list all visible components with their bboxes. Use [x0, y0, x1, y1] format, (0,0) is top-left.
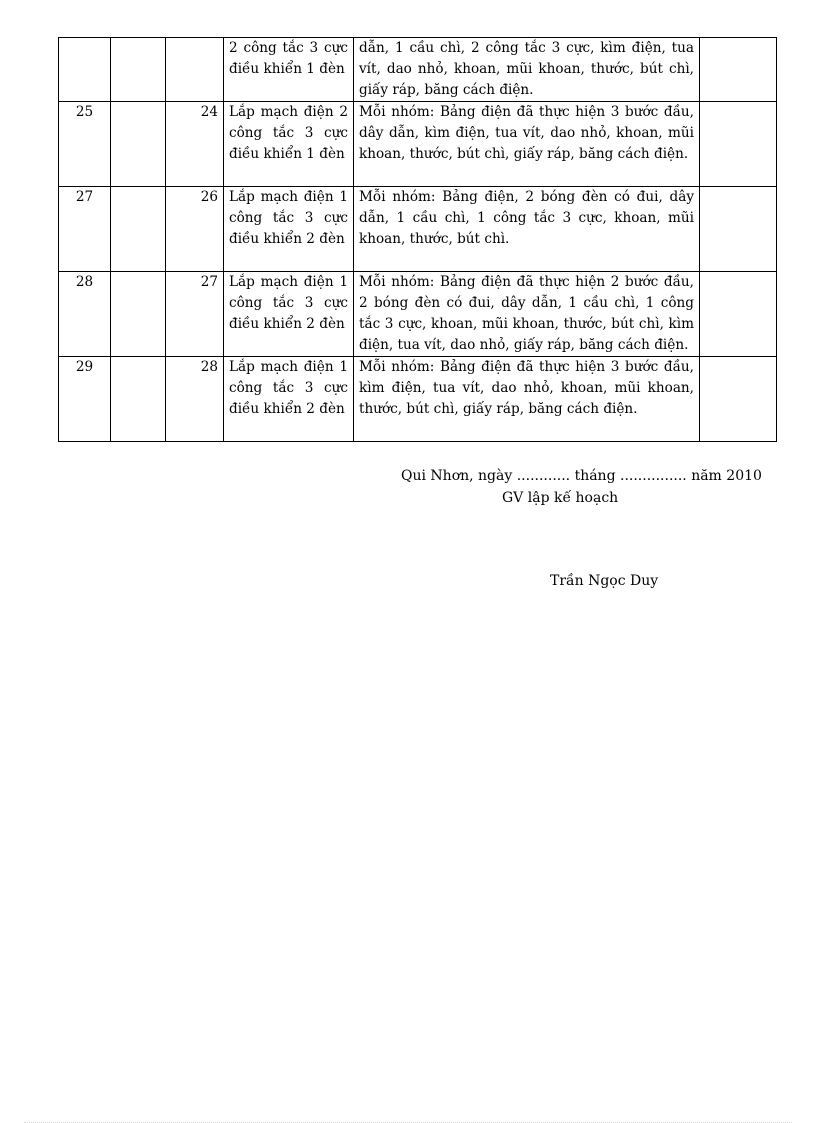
blank-cell [111, 102, 166, 187]
table-row [59, 102, 777, 187]
note-cell [700, 102, 777, 187]
blank-cell [111, 187, 166, 272]
period-cell: 27 [166, 272, 224, 357]
note-cell [700, 272, 777, 357]
period-cell: 28 [166, 357, 224, 442]
week-cell [59, 38, 111, 102]
week-cell: 29 [59, 357, 111, 442]
period-cell: 26 [166, 187, 224, 272]
lesson-cell: Lắp mạch điện 1 công tắc 3 cực điều khiển 2 đèn [224, 357, 354, 442]
week-cell: 25 [59, 102, 111, 187]
blank-cell [111, 272, 166, 357]
blank-cell [111, 357, 166, 442]
note-cell [700, 357, 777, 442]
equipment-cell: Mỗi nhóm: Bảng điện đã thực hiện 3 bước đầu, kìm điện, tua vít, dao nhỏ, khoan, mũi khoan, thước, bút chì, giấy ráp, băng cách điện. [354, 357, 700, 442]
table-row [59, 272, 777, 357]
author-name: Trần Ngọc Duy [550, 573, 659, 589]
week-cell: 28 [59, 272, 111, 357]
equipment-cell: dẫn, 1 cầu chì, 2 công tắc 3 cực, kìm điện, tua vít, dao nhỏ, khoan, mũi khoan, thước, bút chì, giấy ráp, băng cách điện. [354, 38, 700, 102]
period-cell: 24 [166, 102, 224, 187]
lesson-cell: Lắp mạch điện 1 công tắc 3 cực điều khiển 2 đèn [224, 272, 354, 357]
lesson-cell: Lắp mạch điện 2 công tắc 3 cực điều khiển 1 đèn [224, 102, 354, 187]
period-cell [166, 38, 224, 102]
note-cell [700, 38, 777, 102]
table-row [59, 357, 777, 442]
lesson-cell: Lắp mạch điện 1 công tắc 3 cực điều khiển 2 đèn [224, 187, 354, 272]
table-row [59, 38, 777, 102]
blank-cell [111, 38, 166, 102]
lesson-cell: 2 công tắc 3 cực điều khiển 1 đèn [224, 38, 354, 102]
equipment-cell: Mỗi nhóm: Bảng điện đã thực hiện 3 bước đầu, dây dẫn, kìm điện, tua vít, dao nhỏ, khoan, mũi khoan, thước, bút chì, giấy ráp, băng cách điện. [354, 102, 700, 187]
place-date-line: Qui Nhơn, ngày ............ tháng ............... năm 2010 [401, 468, 762, 484]
equipment-cell: Mỗi nhóm: Bảng điện đã thực hiện 2 bước đầu, 2 bóng đèn có đui, dây dẫn, 1 cầu chì, 1 công tắc 3 cực, khoan, mũi khoan, thước, bút chì, kìm điện, tua vít, dao nhỏ, giấy ráp, băng cách điện. [354, 272, 700, 357]
author-role: GV lập kế hoạch [502, 490, 619, 506]
note-cell [700, 187, 777, 272]
lesson-plan-table [58, 37, 777, 442]
week-cell: 27 [59, 187, 111, 272]
table-row [59, 187, 777, 272]
equipment-cell: Mỗi nhóm: Bảng điện, 2 bóng đèn có đui, dây dẫn, 1 cầu chì, 1 công tắc 3 cực, khoan, mũi khoan, thước, bút chì. [354, 187, 700, 272]
